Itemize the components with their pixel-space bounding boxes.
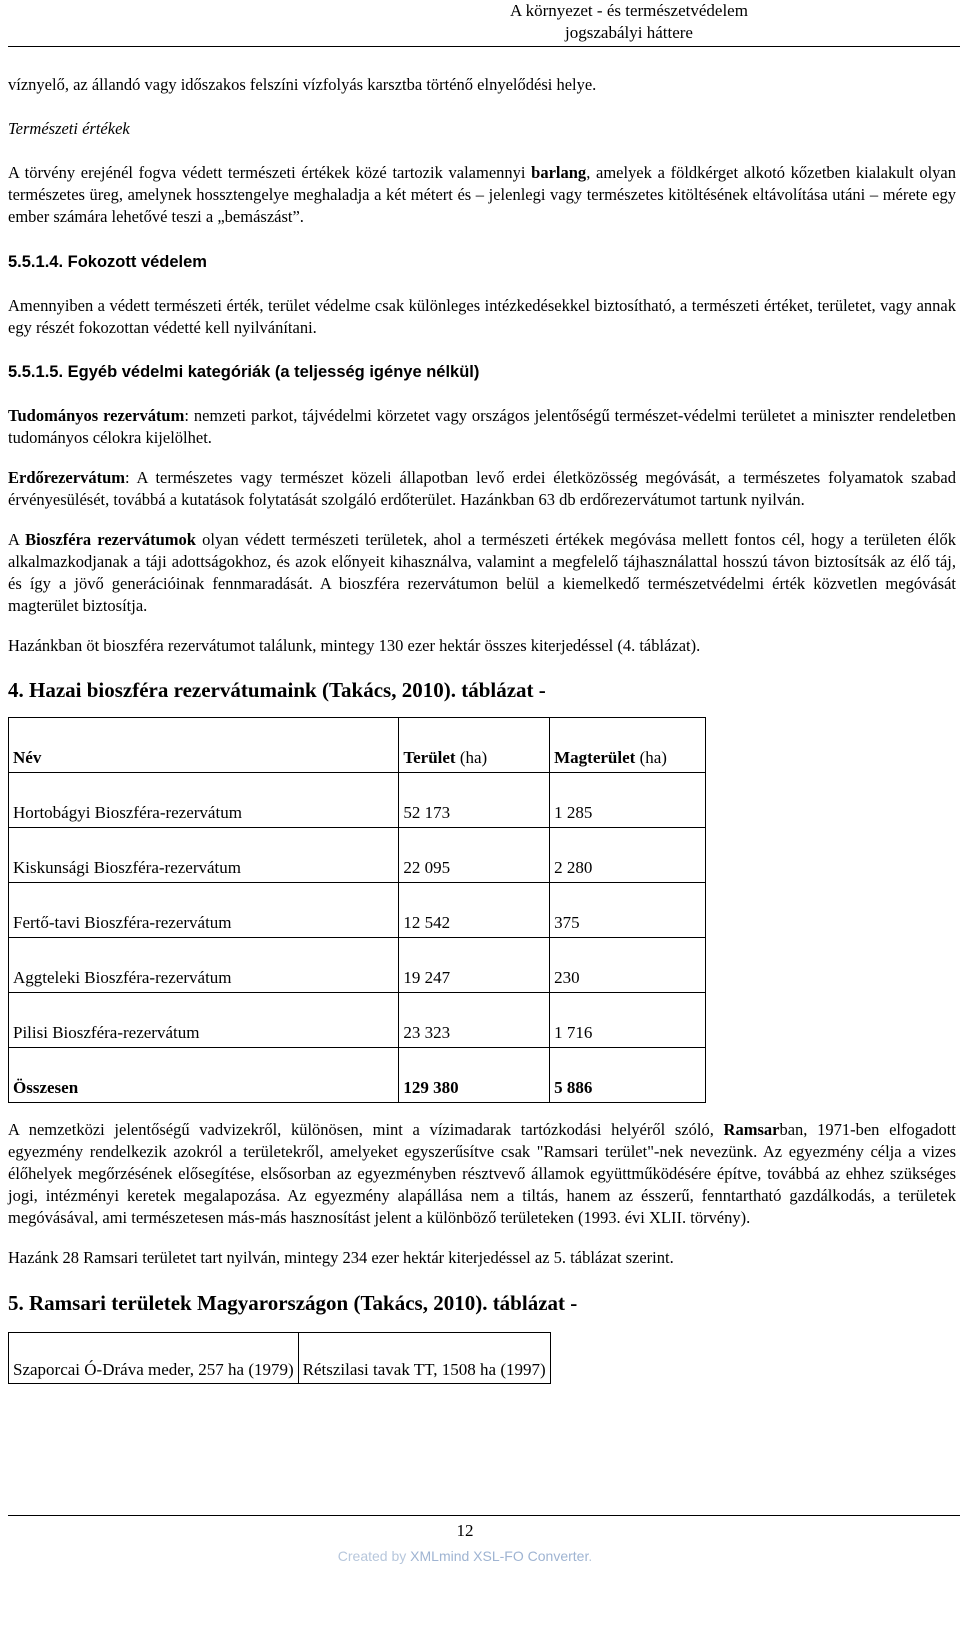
table5-caption: 5. Ramsari területek Magyarországon (Takács, 2010). táblázat - [8, 1291, 578, 1315]
table-row [9, 828, 706, 883]
term-tudomanyos-rezervatum: Tudományos rezervátum [8, 406, 185, 425]
total-core-area: 5 886 [550, 1048, 706, 1103]
table-row [9, 883, 706, 938]
term-erdorezervatum: Erdőrezervátum [8, 468, 125, 487]
cell-name: Fertő-tavi Bioszféra-rezervátum [9, 883, 399, 938]
natural-values-heading: Természeti értékek [8, 119, 130, 138]
header-title-line1: A környezet - és természetvédelem [510, 1, 748, 20]
total-area: 129 380 [399, 1048, 550, 1103]
cell-area: 19 247 [399, 938, 550, 993]
section-heading-5-5-1-5: 5.5.1.5. Egyéb védelmi kategóriák (a teljesség igénye nélkül) [8, 363, 480, 381]
running-header [8, 0, 960, 44]
biosphere-table [8, 717, 706, 1103]
cell-core-area: 2 280 [550, 828, 706, 883]
cell-name: Aggteleki Bioszféra-rezervátum [9, 938, 399, 993]
page-body [8, 74, 956, 1384]
table-row [9, 938, 706, 993]
term-barlang: barlang [531, 163, 587, 182]
tudomanyos-paragraph: Tudományos rezervátum: nemzeti parkot, tájvédelmi körzetet vagy országos jelentőségű természet-védelmi területet a miniszter rendeletben tudományos célokra kijelölhet. [8, 406, 956, 447]
term-bioszfera-rezervatumok: Bioszféra rezervátumok [25, 530, 196, 549]
cell-area: 23 323 [399, 993, 550, 1048]
table4-caption: 4. Hazai bioszféra rezervátumaink (Takács, 2010). táblázat - [8, 678, 546, 702]
ramsar-paragraph: A nemzetközi jelentőségű vadvizekről, különösen, mint a vízimadarak tartózkodási helyéről szóló, Ramsarban, 1971-ben elfogadott egyezmény rendelkezik azokról a területekről, amelyeket egyszerűsítve csak "Ramsari terület"-nek nevezünk. Az egyezmény célja a vizes élőhelyek megőrzésének elősegítése, elsősorban az egyezményben résztvevő államok együttműködésére építve, továbbá az ehhez szükséges jogi, intézményi keretek megalapozása. Az egyezmény alapállása nem a tiltás, hanem az ésszerű, fenntartható gazdálkodás, a területek megóvásával, ami természetesen más-más hasznosítást jelent a különböző területeken (1993. évi XLII. törvény). [8, 1120, 956, 1227]
cell-area: 22 095 [399, 828, 550, 883]
generator-credit: Created by XMLmind XSL-FO Converter. [337, 1548, 593, 1564]
term-ramsar: Ramsar [723, 1120, 780, 1139]
cell-area: 52 173 [399, 773, 550, 828]
header-title-line2: jogszabályi háttere [565, 23, 693, 42]
cell-name: Hortobágyi Bioszféra-rezervátum [9, 773, 399, 828]
cave-paragraph: A törvény erejénél fogva védett természeti értékek közé tartozik valamennyi barlang, amelyek a földkérget alkotó kőzetben kialakult olyan természetes üreg, amelynek hossztengelye meghaladja a két métert és – jelenlegi vagy természetes kitöltésének eltávolítása utáni – mérete egy ember számára lehetővé teszi a „bemászást”. [8, 163, 956, 226]
section-heading-5-5-1-4: 5.5.1.4. Fokozott védelem [8, 253, 207, 271]
generator-product-link[interactable]: XMLmind XSL-FO Converter [410, 1548, 589, 1564]
header-cell-name: Név [9, 718, 399, 773]
table-header-row [9, 718, 706, 773]
page-number: 12 [456, 1521, 474, 1540]
header-cell-area: Terület (ha) [399, 718, 550, 773]
ramsar-table [8, 1332, 551, 1384]
intro-paragraph: víznyelő, az állandó vagy időszakos felszíni vízfolyás karsztba történő elnyelődési helye. [8, 75, 597, 94]
table-row [9, 773, 706, 828]
cell-core-area: 1 285 [550, 773, 706, 828]
cell-core-area: 1 716 [550, 993, 706, 1048]
cell-area: 12 542 [399, 883, 550, 938]
cell-name: Pilisi Bioszféra-rezervátum [9, 993, 399, 1048]
fokozott-paragraph: Amennyiben a védett természeti érték, terület védelme csak különleges intézkedésekkel biztosítható, a természeti értéket, területet, vagy annak egy részét fokozottan védetté kell nyilvánítani. [8, 296, 956, 337]
cell-name: Kiskunsági Bioszféra-rezervátum [9, 828, 399, 883]
ramsar-cell: Rétszilasi tavak TT, 1508 ha (1997) [298, 1333, 550, 1384]
total-label: Összesen [9, 1048, 399, 1103]
ramsar-count-paragraph: Hazánk 28 Ramsari területet tart nyilván, mintegy 234 ezer hektár kiterjedéssel az 5. táblázat szerint. [8, 1248, 674, 1267]
footer-divider [8, 1515, 960, 1516]
ramsar-cell: Szaporcai Ó-Dráva meder, 257 ha (1979) [9, 1333, 299, 1384]
erdorezervatum-paragraph: Erdőrezervátum: A természetes vagy természet közeli állapotban levő erdei életközösség megóvását, a természetes folyamatok szabad érvényesülését, továbbá a kutatások folytatását szolgáló erdőterület. Hazánkban 63 db erdőrezervátumot tartunk nyilván. [8, 468, 956, 509]
cell-core-area: 375 [550, 883, 706, 938]
cell-core-area: 230 [550, 938, 706, 993]
bioszfera-count-paragraph: Hazánkban öt bioszféra rezervátumot találunk, mintegy 130 ezer hektár összes kiterjedéssel (4. táblázat). [8, 636, 701, 655]
header-divider [8, 46, 960, 47]
table-total-row [9, 1048, 706, 1103]
table-row [9, 993, 706, 1048]
table-row [9, 1333, 551, 1384]
bioszfera-paragraph: A Bioszféra rezervátumok olyan védett természeti területek, ahol a természeti értékek megóvása mellett fontos cél, hogy a területen élők alkalmazkodjanak a táji adottságokhoz, és azok előnyeit kihasználva, valamint a megfelelő tájhasználattal hosszú távon biztosítsák az élő táj, és így a jövő generációinak fennmaradását. A bioszféra rezervátumon belül a kiemelkedő természetvédelmi érték közvetlen megóvását magterület biztosítja. [8, 530, 956, 615]
header-cell-core-area: Magterület (ha) [550, 718, 706, 773]
